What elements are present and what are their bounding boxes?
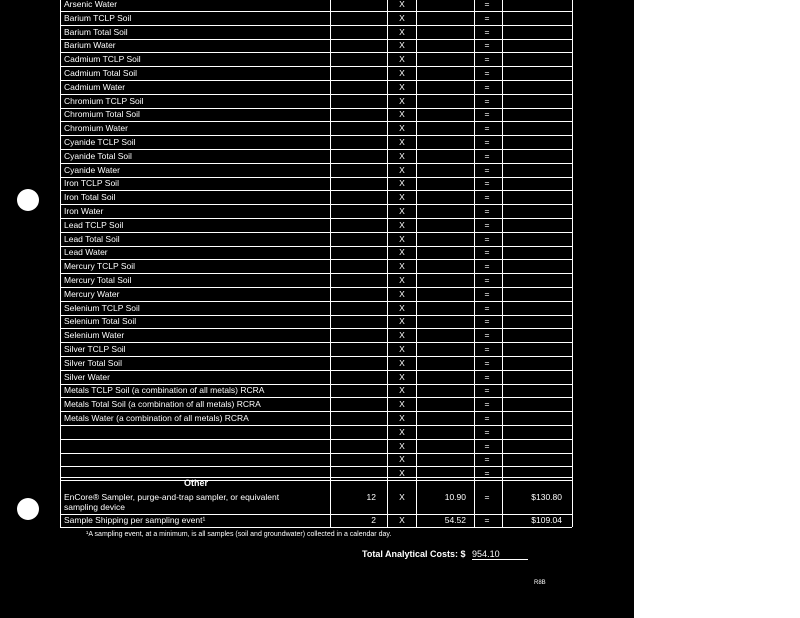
- table-row: [60, 191, 572, 205]
- item-quantity: 2: [371, 515, 376, 525]
- item-unit-price: 54.52: [444, 515, 466, 525]
- analyte-name: Cadmium Water: [64, 81, 126, 92]
- multiply-sign: X: [399, 275, 405, 285]
- table-row: [60, 219, 572, 233]
- analyte-name: Metals Water (a combination of all metals) RCRA: [64, 413, 249, 423]
- analyte-name: Metals Total Soil (a combination of all metals) RCRA: [64, 399, 261, 410]
- table-row: [60, 205, 572, 219]
- equals-sign: =: [484, 233, 490, 244]
- analyte-name: Cyanide Total Soil: [64, 150, 132, 161]
- multiply-sign: X: [399, 233, 405, 244]
- multiply-sign: X: [399, 261, 405, 272]
- analyte-name: Silver Water: [64, 371, 110, 382]
- table-row: [60, 288, 572, 302]
- table-row: [60, 177, 572, 191]
- item-name: EnCore® Sampler, purge-and-trap sampler, or equivalent sampling device: [64, 492, 280, 512]
- multiply-sign: X: [399, 81, 405, 92]
- multiply-sign: X: [399, 26, 405, 37]
- table-row: [60, 274, 572, 288]
- multiply-sign: X: [399, 413, 405, 423]
- analyte-name: Lead TCLP Soil: [64, 219, 124, 230]
- equals-sign: =: [484, 261, 490, 272]
- equals-sign: =: [484, 109, 490, 120]
- multiply-sign: X: [399, 492, 405, 502]
- binder-hole: [17, 189, 39, 211]
- multiply-sign: X: [399, 399, 405, 410]
- table-row: [60, 426, 572, 440]
- analyte-name: Mercury Total Soil: [64, 275, 132, 285]
- equals-sign: =: [484, 330, 490, 341]
- equals-sign: =: [484, 492, 490, 502]
- analyte-name: Metals TCLP Soil (a combination of all metals) RCRA: [64, 385, 265, 396]
- multiply-sign: X: [399, 302, 405, 313]
- equals-sign: =: [484, 468, 490, 479]
- table-row: [60, 26, 572, 40]
- table-row: [60, 95, 572, 109]
- equals-sign: =: [484, 26, 490, 37]
- analyte-name: Barium Total Soil: [64, 26, 128, 37]
- multiply-sign: X: [399, 330, 405, 341]
- table-row: [60, 260, 572, 274]
- item-quantity: 12: [366, 492, 376, 502]
- analyte-name: Silver Total Soil: [64, 357, 122, 368]
- multiply-sign: X: [399, 178, 405, 189]
- multiply-sign: X: [399, 440, 405, 451]
- table-row: [60, 164, 572, 178]
- equals-sign: =: [484, 426, 490, 437]
- equals-sign: =: [484, 399, 490, 410]
- equals-sign: =: [484, 137, 490, 147]
- equals-sign: =: [484, 515, 490, 525]
- equals-sign: =: [484, 275, 490, 285]
- table-row: [60, 371, 572, 385]
- equals-sign: =: [484, 54, 490, 65]
- table-row: [60, 246, 572, 260]
- analyte-name: Arsenic Water: [64, 0, 118, 9]
- analyte-name: Mercury Water: [64, 288, 120, 299]
- table-row: [60, 108, 572, 122]
- equals-sign: =: [484, 440, 490, 451]
- equals-sign: =: [484, 288, 490, 299]
- multiply-sign: X: [399, 515, 405, 525]
- item-unit-price: 10.90: [444, 492, 466, 502]
- analyte-name: Barium Water: [64, 40, 116, 51]
- analyte-name: Lead Total Soil: [64, 233, 120, 244]
- equals-sign: =: [484, 344, 490, 354]
- multiply-sign: X: [399, 123, 405, 134]
- multiply-sign: X: [399, 247, 405, 258]
- multiply-sign: X: [399, 468, 405, 479]
- table-row: [60, 302, 572, 316]
- section-header-other: [60, 477, 572, 488]
- total-label: Total Analytical Costs: $: [362, 549, 466, 559]
- multiply-sign: X: [399, 288, 405, 299]
- equals-sign: =: [484, 123, 490, 134]
- multiply-sign: X: [399, 316, 405, 327]
- equals-sign: =: [484, 302, 490, 313]
- multiply-sign: X: [399, 109, 405, 120]
- analyte-name: Cyanide Water: [64, 164, 120, 175]
- table-row: [60, 39, 572, 53]
- table-row: [60, 0, 572, 12]
- table-row: [60, 81, 572, 95]
- table-row: [60, 343, 572, 357]
- multiply-sign: X: [399, 454, 405, 465]
- multiply-sign: X: [399, 68, 405, 78]
- equals-sign: =: [484, 357, 490, 368]
- total-amount: 954.10: [472, 549, 528, 560]
- multiply-sign: X: [399, 164, 405, 175]
- item-name: Sample Shipping per sampling event¹: [64, 515, 206, 525]
- equals-sign: =: [484, 247, 490, 258]
- table-row: [60, 315, 572, 329]
- analyte-name: Selenium Total Soil: [64, 316, 137, 327]
- equals-sign: =: [484, 81, 490, 92]
- table-row: [60, 329, 572, 343]
- total-analytical-costs: [362, 549, 528, 560]
- multiply-sign: X: [399, 426, 405, 437]
- analyte-name: Iron TCLP Soil: [64, 178, 119, 189]
- analyte-name: Selenium Water: [64, 330, 125, 341]
- multiply-sign: X: [399, 12, 405, 23]
- table-row: [60, 398, 572, 412]
- table-row: [60, 122, 572, 136]
- table-row: [60, 357, 572, 371]
- multiply-sign: X: [399, 192, 405, 203]
- multiply-sign: X: [399, 371, 405, 382]
- table-row: [60, 150, 572, 164]
- multiply-sign: X: [399, 54, 405, 65]
- analyte-name: Iron Total Soil: [64, 192, 116, 203]
- multiply-sign: X: [399, 385, 405, 396]
- page-mark: R8B: [534, 580, 546, 586]
- multiply-sign: X: [399, 150, 405, 161]
- equals-sign: =: [484, 316, 490, 327]
- multiply-sign: X: [399, 0, 405, 9]
- analyte-name: Barium TCLP Soil: [64, 12, 132, 23]
- multiply-sign: X: [399, 219, 405, 230]
- analyte-name: Chromium Water: [64, 123, 128, 134]
- multiply-sign: X: [399, 95, 405, 106]
- item-total: $109.04: [531, 515, 562, 525]
- section-title: Other: [184, 478, 209, 488]
- multiply-sign: X: [399, 344, 405, 354]
- table-row: [60, 233, 572, 247]
- analyte-name: Chromium TCLP Soil: [64, 95, 144, 106]
- table-row: [60, 412, 572, 426]
- analyte-name: Silver TCLP Soil: [64, 344, 126, 354]
- analyte-name: Chromium Total Soil: [64, 109, 140, 120]
- analyte-name: Cadmium TCLP Soil: [64, 54, 141, 65]
- analyte-name: Cyanide TCLP Soil: [64, 137, 136, 147]
- equals-sign: =: [484, 0, 490, 9]
- multiply-sign: X: [399, 357, 405, 368]
- analyte-name: Lead Water: [64, 247, 108, 258]
- analyte-name: Cadmium Total Soil: [64, 68, 138, 78]
- table-row: [60, 490, 572, 515]
- table-row: [60, 136, 572, 150]
- analyte-name: Selenium TCLP Soil: [64, 302, 140, 313]
- item-total: $130.80: [531, 492, 562, 502]
- equals-sign: =: [484, 413, 490, 423]
- table-row: [60, 12, 572, 26]
- binder-hole: [17, 498, 39, 520]
- equals-sign: =: [484, 164, 490, 175]
- equals-sign: =: [484, 371, 490, 382]
- equals-sign: =: [484, 385, 490, 396]
- equals-sign: =: [484, 178, 490, 189]
- table-row: [60, 440, 572, 454]
- equals-sign: =: [484, 219, 490, 230]
- equals-sign: =: [484, 68, 490, 78]
- equals-sign: =: [484, 95, 490, 106]
- equals-sign: =: [484, 192, 490, 203]
- footnote: ¹A sampling event, at a minimum, is all samples (soil and groundwater) collected in a calendar day.: [86, 531, 392, 538]
- multiply-sign: X: [399, 137, 405, 147]
- table-row: [60, 467, 572, 481]
- table-row: [60, 53, 572, 67]
- equals-sign: =: [484, 206, 490, 216]
- equals-sign: =: [484, 454, 490, 465]
- multiply-sign: X: [399, 40, 405, 51]
- analyte-name: Mercury TCLP Soil: [64, 261, 136, 272]
- analyte-name: Iron Water: [64, 206, 104, 216]
- table-row: [60, 67, 572, 81]
- table-row: [60, 453, 572, 467]
- equals-sign: =: [484, 12, 490, 23]
- equals-sign: =: [484, 150, 490, 161]
- table-row: [60, 514, 572, 528]
- equals-sign: =: [484, 40, 490, 51]
- table-right-rule: [572, 0, 573, 527]
- table-row: [60, 384, 572, 398]
- multiply-sign: X: [399, 206, 405, 216]
